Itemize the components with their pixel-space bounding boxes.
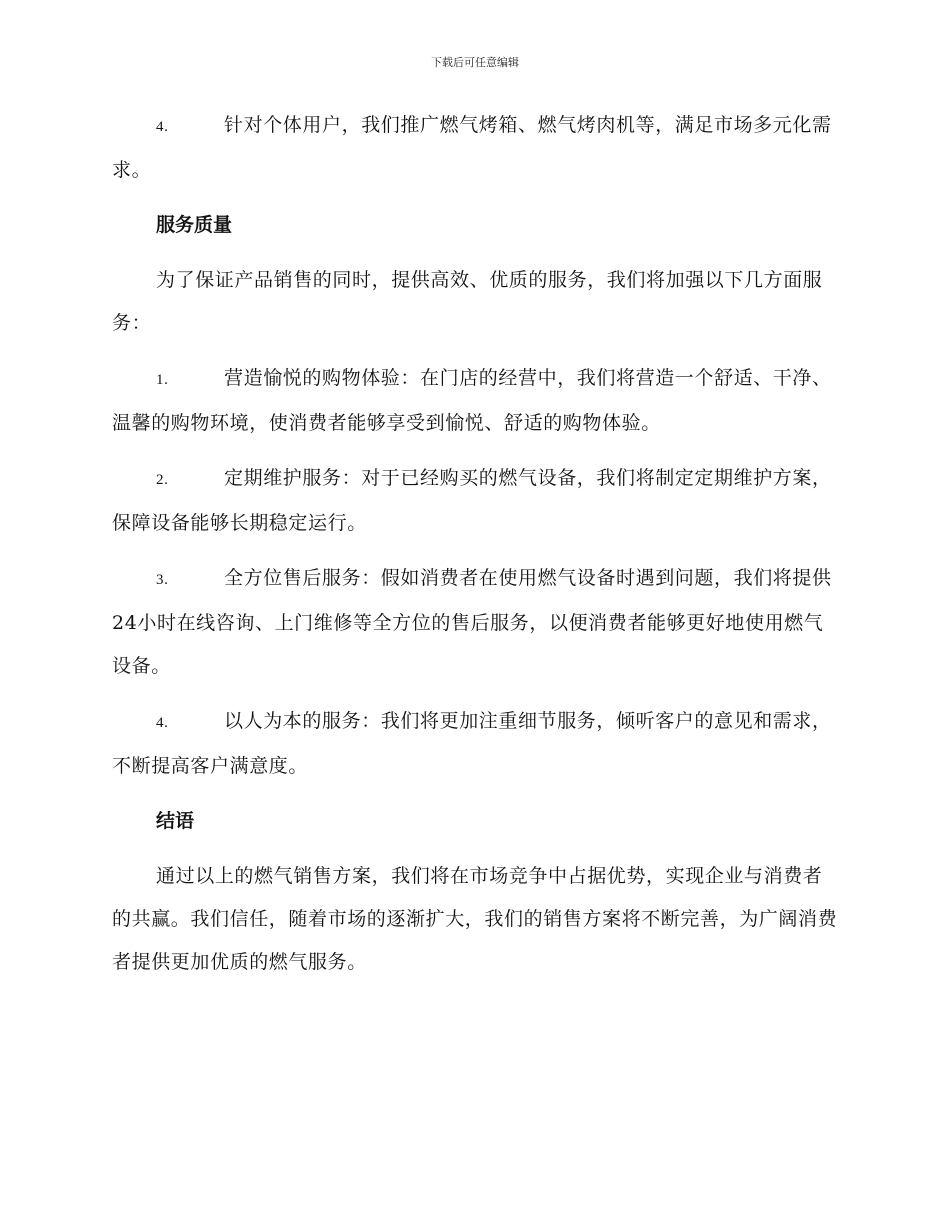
list-number: 4. (156, 715, 169, 731)
service-intro-paragraph: 为了保证产品销售的同时，提供高效、优质的服务，我们将加强以下几方面服务： (112, 269, 823, 334)
list-number: 1. (156, 372, 169, 388)
list-item (112, 557, 840, 688)
section-heading-conclusion: 结语 (156, 810, 195, 832)
page-header: 下载后可任意编辑 (431, 56, 519, 69)
list-item (112, 457, 840, 545)
list-number: 2. (156, 472, 169, 488)
list-text: 全方位售后服务：假如消费者在使用燃气设备时遇到问题，我们将提供24小时在线咨询、上门维修等全方位的售后服务，以便消费者能够更好地使用燃气设备。 (112, 567, 832, 677)
list-text: 针对个体用户，我们推广燃气烤箱、燃气烤肉机等，满足市场多元化需求。 (112, 114, 832, 181)
list-text: 以人为本的服务：我们将更加注重细节服务，倾听客户的意见和需求，不断提高客户满意度。 (112, 710, 832, 777)
list-text: 定期维护服务：对于已经购买的燃气设备，我们将制定定期维护方案，保障设备能够长期稳定运行。 (112, 467, 832, 534)
list-item (112, 700, 840, 788)
conclusion-paragraph: 通过以上的燃气销售方案，我们将在市场竞争中占据优势，实现企业与消费者的共赢。我们信任，随着市场的逐渐扩大，我们的销售方案将不断完善，为广阔消费者提供更加优质的燃气服务。 (112, 865, 838, 973)
list-item (112, 357, 840, 445)
document-body (112, 104, 840, 996)
list-number: 4. (156, 119, 169, 135)
list-item (112, 104, 840, 192)
list-number: 3. (156, 572, 169, 588)
list-text: 营造愉悦的购物体验：在门店的经营中，我们将营造一个舒适、干净、温馨的购物环境，使消费者能够享受到愉悦、舒适的购物体验。 (112, 367, 832, 434)
section-heading-service: 服务质量 (156, 214, 233, 236)
